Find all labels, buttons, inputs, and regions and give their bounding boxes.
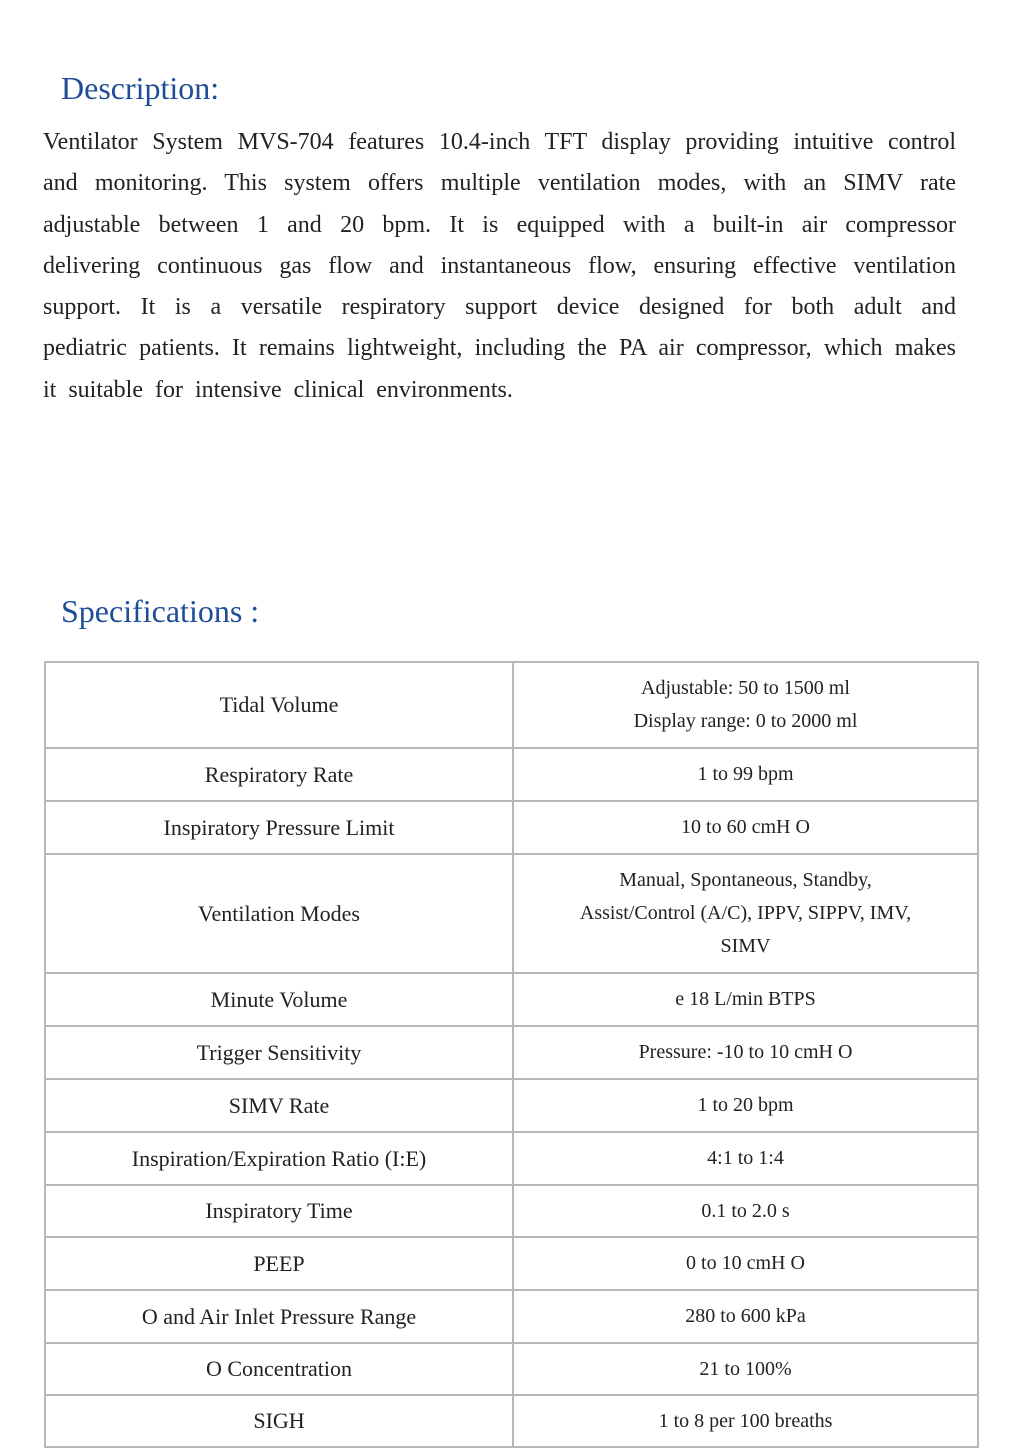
table-row xyxy=(45,1395,978,1447)
description-text: Ventilator System MVS-704 features 10.4-inch TFT display providing intuitive control and monitoring. This system offers multiple ventilation modes, with an SIMV rate adjustable between 1 and 20 bpm. It is equipped with a built-in air compressor delivering continuous gas flow and instantaneous flow, ensuring effective ventilation support. It is a versatile respiratory support device designed for both adult and pediatric patients. It remains lightweight, including the PA air compressor, which makes it suitable for intensive clinical environments. xyxy=(43,129,956,403)
spec-parameter: SIMV Rate xyxy=(45,1079,513,1132)
spec-value-line: 1 to 8 per 100 breaths xyxy=(658,1409,833,1432)
spec-value-line: 0.1 to 2.0 s xyxy=(701,1199,790,1222)
table-row xyxy=(45,1343,978,1395)
spec-parameter: Respiratory Rate xyxy=(45,748,513,801)
spec-value-line: SIMV xyxy=(720,935,771,957)
spec-value-line: 21 to 100% xyxy=(699,1357,792,1380)
spec-value-line: 1 to 99 bpm xyxy=(697,763,794,785)
specifications-table xyxy=(44,661,979,1448)
spec-value xyxy=(513,748,978,801)
spec-value xyxy=(513,662,978,748)
spec-parameter: O and Air Inlet Pressure Range xyxy=(45,1290,513,1343)
table-row xyxy=(45,801,978,854)
spec-value xyxy=(513,854,978,973)
spec-parameter: Minute Volume xyxy=(45,973,513,1026)
spec-value xyxy=(513,801,978,854)
spec-value-line: Manual, Spontaneous, Standby, xyxy=(619,869,872,891)
table-row xyxy=(45,1185,978,1237)
specifications-heading: Specifications : xyxy=(61,593,260,629)
spec-value-line: Display range: 0 to 2000 ml xyxy=(633,710,858,732)
spec-value xyxy=(513,973,978,1026)
spec-value-line: Pressure: -10 to 10 cmH O xyxy=(638,1041,853,1063)
table-row xyxy=(45,1290,978,1343)
spec-value xyxy=(513,1343,978,1395)
spec-parameter: Inspiratory Pressure Limit xyxy=(45,801,513,854)
spec-value-line: 280 to 600 kPa xyxy=(685,1305,806,1327)
table-row xyxy=(45,1132,978,1185)
spec-value-line: Adjustable: 50 to 1500 ml xyxy=(641,677,850,699)
spec-value-line: 10 to 60 cmH O xyxy=(681,816,810,838)
spec-parameter: PEEP xyxy=(45,1237,513,1290)
table-row xyxy=(45,662,978,748)
table-row xyxy=(45,1079,978,1132)
spec-value xyxy=(513,1079,978,1132)
spec-value-line: 4:1 to 1:4 xyxy=(707,1147,784,1169)
description-heading: Description: xyxy=(61,70,220,106)
spec-value-line: 0 to 10 cmH O xyxy=(686,1252,805,1274)
spec-parameter: O Concentration xyxy=(45,1343,513,1395)
spec-value-line: e 18 L/min BTPS xyxy=(675,988,816,1010)
spec-parameter: Ventilation Modes xyxy=(45,854,513,973)
spec-value xyxy=(513,1290,978,1343)
spec-parameter: Tidal Volume xyxy=(45,662,513,748)
table-row xyxy=(45,854,978,973)
table-row xyxy=(45,973,978,1026)
spec-parameter: Trigger Sensitivity xyxy=(45,1026,513,1079)
spec-value-line: Assist/Control (A/C), IPPV, SIPPV, IMV, xyxy=(579,902,912,924)
spec-parameter: SIGH xyxy=(45,1395,513,1447)
spec-value xyxy=(513,1132,978,1185)
spec-value-line: 1 to 20 bpm xyxy=(697,1094,794,1116)
table-row xyxy=(45,1026,978,1079)
table-row xyxy=(45,1237,978,1290)
spec-parameter: Inspiratory Time xyxy=(45,1185,513,1237)
spec-value xyxy=(513,1395,978,1447)
table-row xyxy=(45,748,978,801)
spec-value xyxy=(513,1026,978,1079)
spec-value xyxy=(513,1185,978,1237)
spec-parameter: Inspiration/Expiration Ratio (I:E) xyxy=(45,1132,513,1185)
spec-value xyxy=(513,1237,978,1290)
